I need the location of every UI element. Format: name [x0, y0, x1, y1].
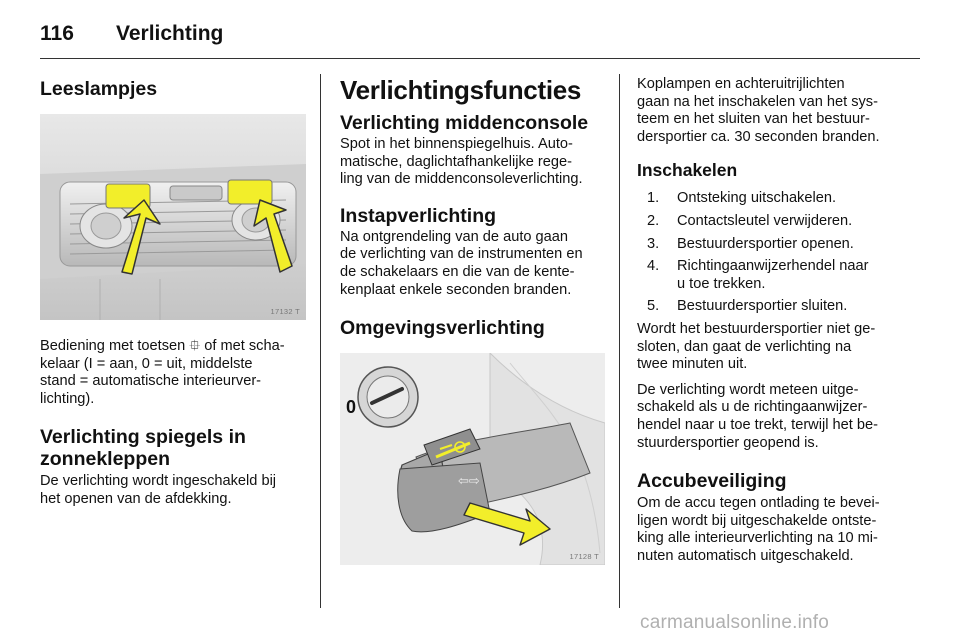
header-rule: [40, 58, 920, 59]
heading-accubeveiliging: Accubeveiliging: [637, 470, 787, 493]
paragraph-middenconsole: [340, 136, 605, 189]
text-line: de schakelaars en die van de kente-: [340, 263, 575, 280]
section-title: Verlichting: [116, 22, 224, 45]
column-2: [340, 76, 605, 565]
text-line: Om de accu tegen ontlading te bevei-: [637, 495, 880, 512]
text-line: Bediening met toetsen ⯐ of met scha-: [40, 338, 285, 354]
column-divider-2: [619, 74, 620, 608]
text-line: ling van de middenconsoleverlichting.: [340, 171, 583, 188]
text-line: Koplampen en achteruitrijlichten: [637, 76, 845, 92]
list-item: [637, 298, 907, 316]
column-1: [40, 76, 306, 509]
page-header: [40, 16, 920, 56]
step-number: 5.: [647, 298, 660, 315]
heading-line: zonnekleppen: [40, 448, 171, 471]
turn-signal-symbols: ⇦⇨: [458, 474, 480, 490]
text-line: schakeld als u de richtingaanwijzer-: [637, 399, 868, 416]
paragraph-instapverlichting: [340, 229, 605, 299]
text-line: Spot in het binnenspiegelhuis. Auto-: [340, 136, 573, 152]
steps-list: [637, 190, 907, 316]
step-text: Contactsleutel verwijderen.: [677, 212, 853, 229]
list-item: [637, 258, 907, 293]
text-line: De verlichting wordt ingeschakeld bij: [40, 473, 277, 490]
text-line: nuten automatisch uitgeschakeld.: [637, 547, 854, 564]
figure-code: 17132 T: [270, 307, 300, 316]
text-line: Na ontgrendeling van de auto gaan: [340, 228, 569, 245]
indicator-stalk-illustration: [340, 353, 605, 565]
step-text: u toe trekken.: [677, 275, 766, 292]
step-number: 3.: [647, 235, 660, 252]
switch-label-zero: 0: [346, 397, 357, 418]
heading-middenconsole: Verlichting middenconsole: [340, 112, 589, 134]
reading-lamps-illustration: [40, 114, 306, 320]
text-line: kelaar (I = aan, 0 = uit, middelste: [40, 355, 253, 372]
heading-verlichtingsfuncties: Verlichtingsfuncties: [340, 75, 582, 105]
text-line: kenplaat enkele seconden branden.: [340, 281, 572, 298]
text-line: dersportier ca. 30 seconden branden.: [637, 128, 880, 145]
step-number: 4.: [647, 258, 660, 275]
text-line: teem en het sluiten van het bestuur-: [637, 111, 870, 128]
paragraph-intro: [637, 76, 907, 146]
column-divider-1: [320, 74, 321, 608]
text-line: hendel naar u toe trekt, terwijl het be-: [637, 416, 878, 433]
text-line: gaan na het inschakelen van het sys-: [637, 93, 878, 110]
step-text: Ontsteking uitschakelen.: [677, 190, 836, 207]
paragraph-meteen-uit: [637, 382, 907, 452]
list-item: [637, 213, 907, 231]
step-number: 1.: [647, 190, 660, 207]
page-number: 116: [40, 22, 74, 45]
list-item: [637, 190, 907, 208]
watermark: carmanualsonline.info: [640, 612, 830, 633]
text-line: twee minuten uit.: [637, 356, 748, 373]
figure-code: 17128 T: [569, 552, 599, 562]
step-text: Bestuurdersportier sluiten.: [677, 298, 848, 315]
text-line: lichting).: [40, 390, 95, 407]
step-number: 2.: [647, 212, 660, 229]
figure-reading-lamps: [40, 114, 306, 320]
text-line: De verlichting wordt meteen uitge-: [637, 381, 859, 398]
heading-instapverlichting: Instapverlichting: [340, 204, 497, 227]
heading-inschakelen: Inschakelen: [637, 160, 738, 181]
text-line: stuurdersportier geopend is.: [637, 434, 819, 451]
text-line: sloten, dan gaat de verlichting na: [637, 338, 852, 355]
list-item: [637, 236, 907, 254]
text-line: stand = automatische interieurver-: [40, 373, 262, 390]
text-line: het openen van de afdekking.: [40, 490, 232, 507]
paragraph-bediening: [40, 338, 306, 408]
text-line: Wordt het bestuurdersportier niet ge-: [637, 320, 876, 337]
paragraph-spiegels: [40, 473, 306, 508]
text-line: de verlichting van de instrumenten en: [340, 246, 583, 263]
figure-indicator-stalk: [340, 353, 605, 565]
text-line: ligen wordt bij uitgeschakelde ontste-: [637, 512, 877, 529]
heading-omgevingsverlichting: Omgevingsverlichting: [340, 317, 545, 340]
heading-spiegels: [40, 426, 306, 470]
column-3: [637, 76, 907, 565]
step-text: Richtingaanwijzerhendel naar: [677, 258, 869, 275]
step-text: Bestuurdersportier openen.: [677, 235, 854, 252]
text-line: king alle interieurverlichting na 10 mi-: [637, 530, 878, 547]
text-line: matische, daglichtafhankelijke rege-: [340, 153, 573, 170]
paragraph-niet-gesloten: [637, 321, 907, 374]
heading-line: Verlichting spiegels in: [40, 426, 246, 449]
heading-leeslampjes: Leeslampjes: [40, 78, 158, 100]
paragraph-accubeveiliging: [637, 495, 907, 565]
